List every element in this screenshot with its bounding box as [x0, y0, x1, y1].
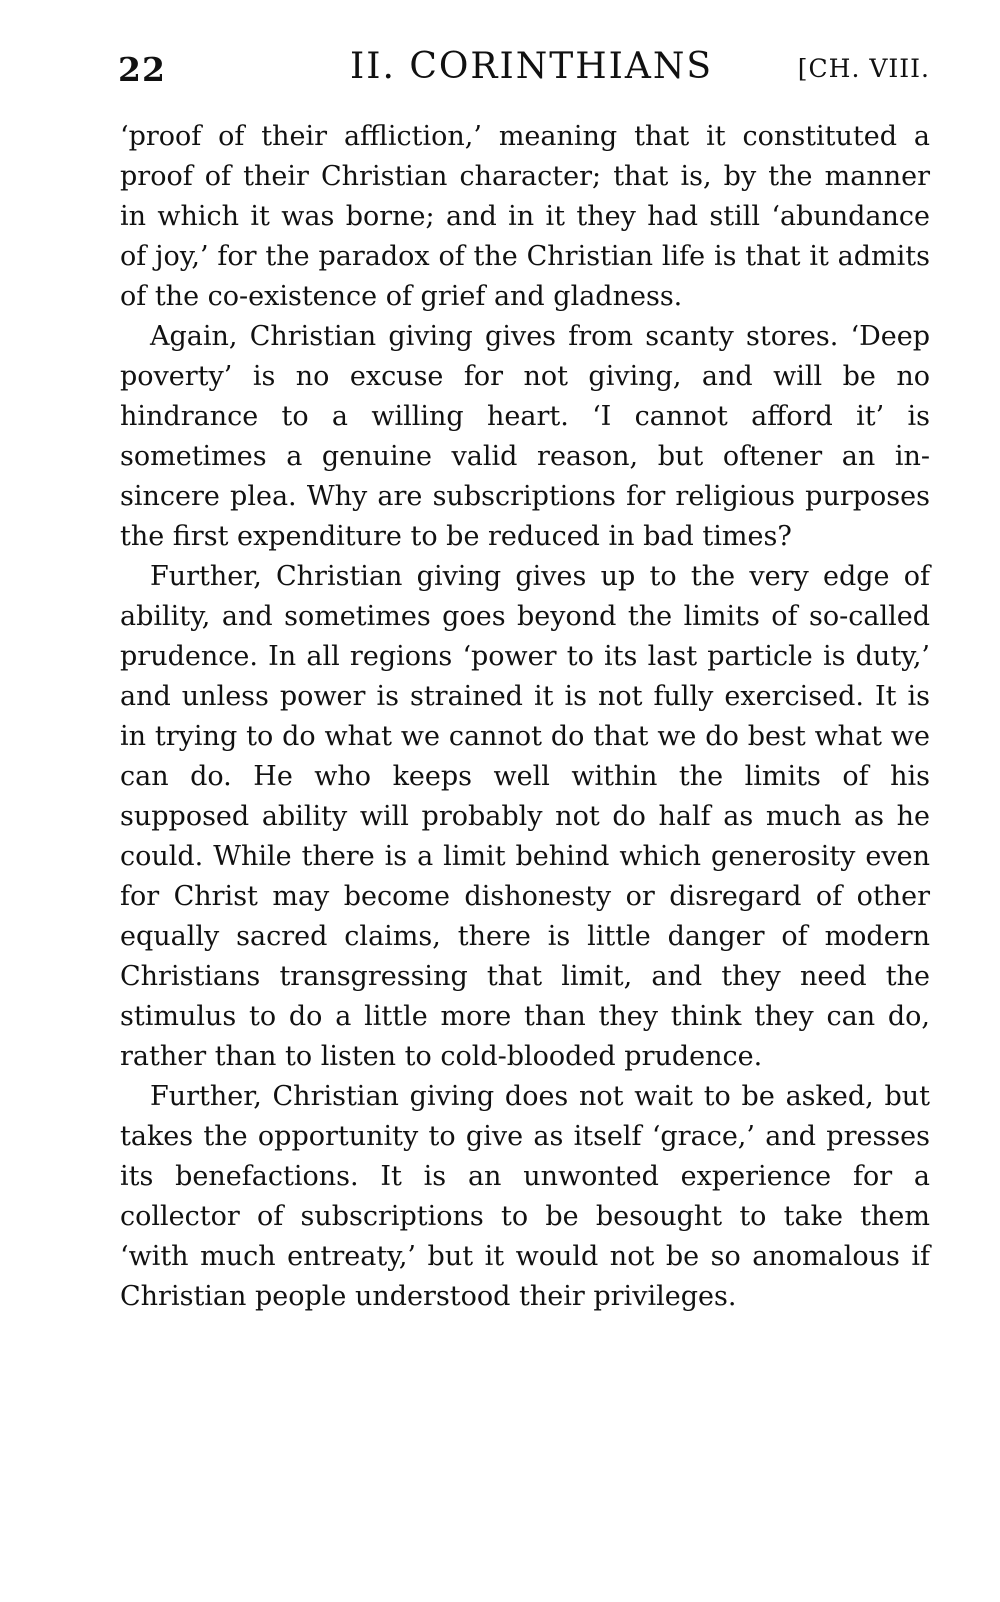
page-header [118, 44, 930, 100]
running-title: II. CORINTHIANS [350, 46, 713, 87]
paragraph-not-wait-to-be-asked: Further, Christian giving does not wait to be asked, but takes the opportunity to give as itself ‘grace,’ and presses its benefactions. It is an unwonted experience for a collector of subscriptions to be besought to take them ‘with much entreaty,’ but it would not be so anomalous if Christian people understood their privileges. [120, 1081, 930, 1312]
chapter-reference: [CH. VIII. [797, 54, 930, 83]
body-text [120, 117, 930, 1317]
paragraph-scanty-stores: Again, Christian giving gives from scanty stores. ‘Deep poverty’ is no excuse for not giving, and will be no hindrance to a willing heart. ‘I cannot afford it’ is sometimes a genuine valid reason, but oftener an insincere plea. Why are subscriptions for religious purposes the first expenditure to be reduced in bad times? [120, 321, 930, 552]
paragraph-affliction: ‘proof of their affliction,’ meaning that it constituted a proof of their Christian character; that is, by the manner in which it was borne; and in it they had still ‘abundance of joy,’ for the paradox of the Christian life is that it admits of the co-existence of grief and gladness. [120, 121, 930, 312]
page-number: 22 [118, 50, 166, 89]
paragraph-edge-of-ability: Further, Christian giving gives up to the very edge of ability, and sometimes goes beyond the limits of so-called prudence. In all regions ‘power to its last particle is duty,’ and unless power is strained it is not fully exercised. It is in trying to do what we cannot do that we do best what we can do. He who keeps well within the limits of his supposed ability will probably not do half as much as he could. While there is a limit behind which generosity even for Christ may become dishonesty or disregard of other equally sacred claims, there is little danger of modern Christians transgressing that limit, and they need the stimulus to do a little more than they think they can do, rather than to listen to cold-blooded prudence. [120, 561, 930, 1072]
